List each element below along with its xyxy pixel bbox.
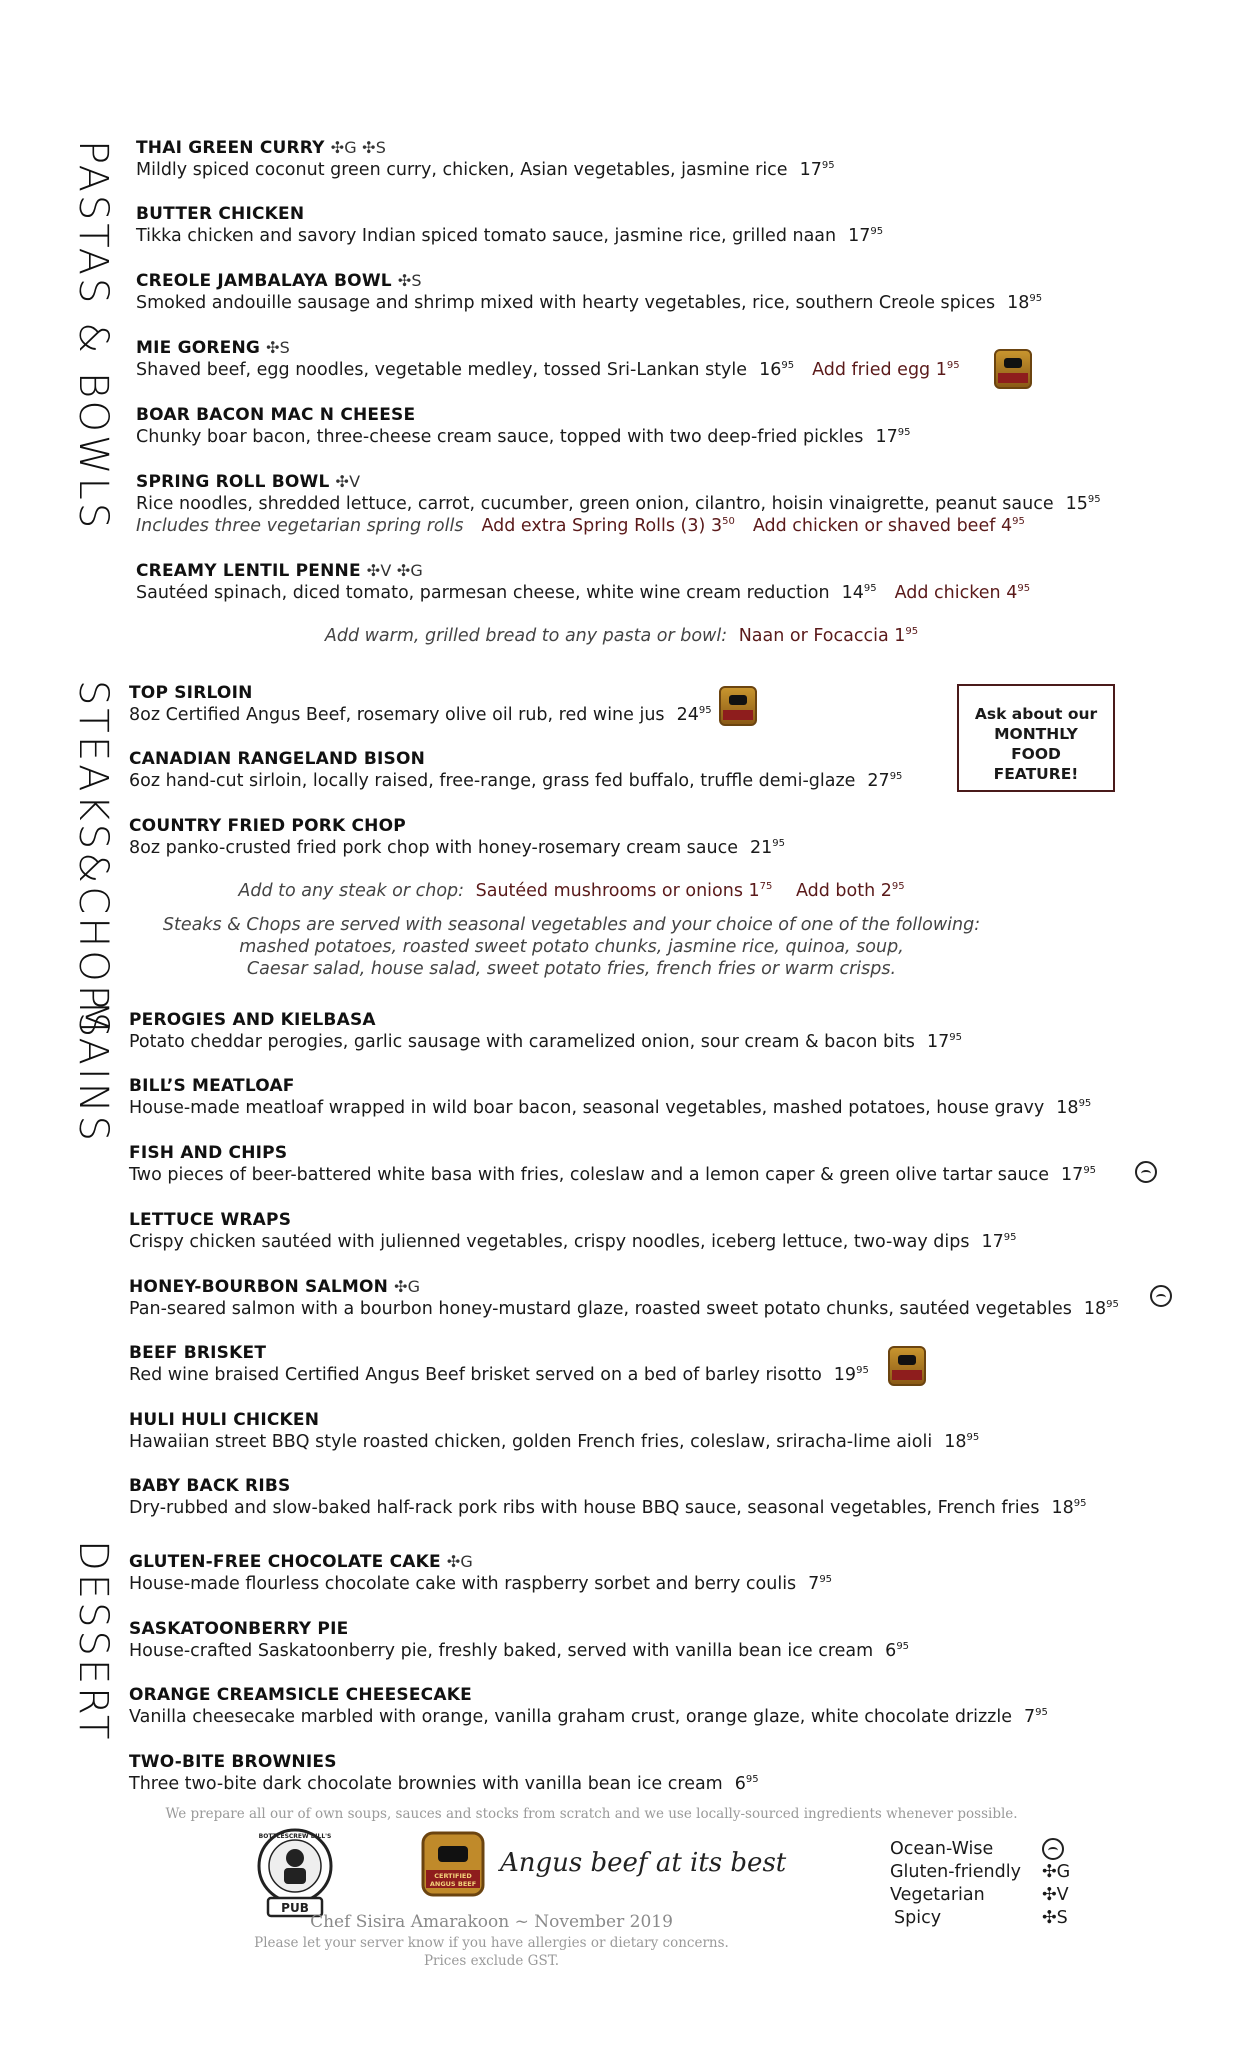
section-label-steaks: STEAKS&CHOPS — [70, 680, 116, 1041]
item-price: $15^{95}$ — [1065, 494, 1101, 514]
ocean-wise-icon — [1042, 1838, 1064, 1860]
item-description: Potato cheddar perogies, garlic sausage with caramelized onion, sour cream & bacon bits — [129, 1032, 915, 1052]
menu-item-huli-huli-chicken — [129, 1409, 979, 1453]
menu-item-meatloaf — [129, 1075, 1091, 1119]
menu-item-creamsicle-cheesecake — [129, 1684, 1048, 1728]
item-price: $16^{95}$ — [759, 360, 795, 380]
item-name: CREOLE JAMBALAYA BOWL — [136, 271, 392, 291]
legend-row: Ocean-Wise — [890, 1838, 1090, 1861]
item-price: $18^{95}$ — [1083, 1299, 1119, 1319]
item-tags: ✣S — [397, 271, 422, 290]
item-price: $7^{95}$ — [808, 1574, 833, 1594]
ocean-wise-icon — [1135, 1161, 1157, 1183]
item-price: $17^{95}$ — [799, 160, 835, 180]
item-tags: ✣V ✣G — [366, 561, 424, 580]
item-name: CREAMY LENTIL PENNE — [136, 561, 361, 581]
item-name: PEROGIES AND KIELBASA — [129, 1010, 376, 1030]
item-price: $17^{95}$ — [848, 226, 884, 246]
item-name: HULI HULI CHICKEN — [129, 1410, 320, 1430]
item-name: LETTUCE WRAPS — [129, 1210, 292, 1230]
item-price: $6^{95}$ — [885, 1641, 910, 1661]
item-price: $18^{95}$ — [1051, 1498, 1087, 1518]
certified-angus-beef-icon — [888, 1346, 926, 1386]
item-price: $21^{95}$ — [750, 838, 786, 858]
item-name: FISH AND CHIPS — [129, 1143, 288, 1163]
menu-item-bison — [129, 748, 902, 792]
item-name: COUNTRY FRIED PORK CHOP — [129, 816, 406, 836]
item-tags: ✣G — [394, 1277, 421, 1296]
allergy-note: Please let your server know if you have allergies or dietary concerns. — [254, 1935, 729, 1951]
item-description: Mildly spiced coconut green curry, chicken, Asian vegetables, jasmine rice — [136, 160, 788, 180]
steak-sides-note: Steaks & Chops are served with seasonal vegetables and your choice of one of the following: mashed potatoes, roasted sweet potato chunks, jasmine rice, quinoa, soup, Caesar salad, house salad, sweet potato fries, french fries or warm crisps. — [162, 915, 981, 979]
item-description: Vanilla cheesecake marbled with orange, vanilla graham crust, orange glaze, white chocolate drizzle — [129, 1707, 1012, 1727]
item-tags: ✣G ✣S — [330, 138, 387, 157]
item-price: $17^{95}$ — [981, 1232, 1017, 1252]
gst-note: Prices exclude GST. — [423, 1953, 560, 1969]
item-name: MIE GORENG — [136, 338, 261, 358]
dietary-legend — [890, 1838, 1090, 1930]
item-description: 8oz Certified Angus Beef, rosemary olive oil rub, red wine jus — [129, 705, 665, 725]
angus-tagline: Angus beef at its best — [500, 1848, 787, 1878]
item-name: SASKATOONBERRY PIE — [129, 1619, 349, 1639]
section-label-dessert: DESSERT — [70, 1540, 116, 1743]
item-description: Rice noodles, shredded lettuce, carrot, cucumber, green onion, cilantro, hoisin vinaigrette, peanut sauce — [136, 494, 1054, 514]
item-price: $19^{95}$ — [833, 1365, 869, 1385]
item-name: BABY BACK RIBS — [129, 1476, 291, 1496]
item-price: $14^{95}$ — [841, 583, 877, 603]
item-description: Two pieces of beer-battered white basa with fries, coleslaw and a lemon caper & green olive tartar sauce — [129, 1165, 1050, 1185]
menu-item-saskatoonberry-pie — [129, 1618, 909, 1662]
legend-row: Spicy ✣S — [894, 1908, 1068, 1928]
menu-item-lettuce-wraps — [129, 1209, 1017, 1253]
add-on-option: Add chicken or shaved beef $4^{95}$ — [752, 516, 1025, 536]
certified-angus-beef-logo — [420, 1830, 486, 1898]
menu-item-butter-chicken — [136, 203, 883, 247]
item-price: $18^{95}$ — [1056, 1098, 1092, 1118]
bread-addon-note: Add warm, grilled bread to any pasta or bowl: Naan or Focaccia $1^{95}$ — [324, 626, 919, 646]
item-price: $17^{95}$ — [1061, 1165, 1097, 1185]
menu-item-boar-bacon-mac — [136, 404, 910, 448]
menu-item-fish-and-chips — [129, 1142, 1096, 1186]
add-on-option: Add fried egg $1^{95}$ — [812, 360, 960, 380]
item-name: SPRING ROLL BOWL — [136, 472, 330, 492]
menu-item-beef-brisket — [129, 1342, 869, 1386]
item-description: Red wine braised Certified Angus Beef brisket served on a bed of barley risotto — [129, 1365, 822, 1385]
menu-item-pork-chop — [129, 815, 785, 859]
item-name: BEEF BRISKET — [129, 1343, 267, 1363]
item-description: Shaved beef, egg noodles, vegetable medley, tossed Sri-Lankan style — [136, 360, 748, 380]
item-description: Hawaiian street BBQ style roasted chicken, golden French fries, coleslaw, sriracha-lime aioli — [129, 1432, 933, 1452]
cab-logo-line-1: CERTIFIED — [434, 1872, 472, 1880]
item-price: $27^{95}$ — [867, 771, 903, 791]
menu-item-chocolate-cake — [129, 1551, 832, 1595]
item-description: 8oz panko-crusted fried pork chop with honey-rosemary cream sauce — [129, 838, 738, 858]
item-description: Smoked andouille sausage and shrimp mixed with hearty vegetables, rice, southern Creole spices — [136, 293, 996, 313]
menu-item-creamy-lentil-penne — [136, 560, 1030, 604]
item-name: BOAR BACON MAC N CHEESE — [136, 405, 416, 425]
item-price: $6^{95}$ — [734, 1774, 759, 1794]
item-name: BUTTER CHICKEN — [136, 204, 305, 224]
item-description: Three two-bite dark chocolate brownies with vanilla bean ice cream — [129, 1774, 723, 1794]
menu-item-baby-back-ribs — [129, 1475, 1086, 1519]
item-description: 6oz hand-cut sirloin, locally raised, free-range, grass fed buffalo, truffle demi-glaze — [129, 771, 856, 791]
item-name: GLUTEN-FREE CHOCOLATE CAKE — [129, 1552, 441, 1572]
item-price: $24^{95}$ — [676, 705, 712, 725]
menu-item-mie-goreng — [136, 337, 960, 381]
item-description: Chunky boar bacon, three-cheese cream sauce, topped with two deep-fried pickles — [136, 427, 864, 447]
item-description: Crispy chicken sautéed with julienned vegetables, crispy noodles, iceberg lettuce, two-way dips — [129, 1232, 970, 1252]
section-label-pastas: PASTAS & BOWLS — [70, 140, 116, 532]
item-name: TOP SIRLOIN — [129, 683, 253, 703]
scratch-note: We prepare all our of own soups, sauces and stocks from scratch and we use locally-sourced ingredients whenever possible. — [165, 1806, 1018, 1822]
cab-logo-line-2: ANGUS BEEF — [429, 1880, 477, 1888]
menu-item-thai-green-curry — [136, 137, 835, 181]
legend-row: Vegetarian ✣V — [890, 1885, 1069, 1905]
item-name: HONEY-BOURBON SALMON — [129, 1277, 389, 1297]
item-description: Tikka chicken and savory Indian spiced tomato sauce, jasmine rice, grilled naan — [136, 226, 837, 246]
item-description: Dry-rubbed and slow-baked half-rack pork ribs with house BBQ sauce, seasonal vegetables, French fries — [129, 1498, 1040, 1518]
add-on-option: Add extra Spring Rolls (3) $3^{50}$ — [481, 516, 735, 536]
pub-logo-name: BOTTLESCREW BILL'S — [258, 1833, 332, 1840]
pub-logo — [252, 1826, 338, 1922]
item-description: Pan-seared salmon with a bourbon honey-mustard glaze, roasted sweet potato chunks, sautéed vegetables — [129, 1299, 1072, 1319]
item-description: Sautéed spinach, diced tomato, parmesan cheese, white wine cream reduction — [136, 583, 830, 603]
item-description: House-crafted Saskatoonberry pie, freshly baked, served with vanilla bean ice cream — [129, 1641, 874, 1661]
item-name: CANADIAN RANGELAND BISON — [129, 749, 426, 769]
item-name: THAI GREEN CURRY — [136, 138, 325, 158]
chef-signature: Chef Sisira Amarakoon ~ November 2019 — [310, 1912, 673, 1932]
item-name: BILL’S MEATLOAF — [129, 1076, 295, 1096]
item-description: House-made flourless chocolate cake with raspberry sorbet and berry coulis — [129, 1574, 797, 1594]
menu-item-top-sirloin — [129, 682, 712, 726]
menu-item-honey-bourbon-salmon — [129, 1276, 1119, 1320]
certified-angus-beef-icon — [994, 349, 1032, 389]
menu-item-brownies — [129, 1751, 759, 1795]
item-price: $17^{95}$ — [875, 427, 911, 447]
item-tags: ✣V — [335, 472, 361, 491]
menu-item-perogies — [129, 1009, 962, 1053]
item-note: Includes three vegetarian spring rolls — [136, 516, 464, 536]
menu-item-creole-jambalaya — [136, 270, 1042, 314]
monthly-feature-box: Ask about our MONTHLY FOOD FEATURE! — [957, 684, 1115, 792]
pub-logo-label: PUB — [281, 1901, 309, 1915]
item-price: $17^{95}$ — [926, 1032, 962, 1052]
section-label-mains: MAINS — [70, 1000, 116, 1144]
steak-addon-note: Add to any steak or chop: Sautéed mushrooms or onions $1^{75}$ Add both $2^{95}$ — [238, 881, 905, 901]
item-tags: ✣G — [446, 1552, 474, 1571]
legend-row: Gluten-friendly ✣G — [890, 1862, 1071, 1882]
item-price: $18^{95}$ — [1007, 293, 1043, 313]
item-price: $18^{95}$ — [944, 1432, 980, 1452]
ocean-wise-icon — [1150, 1285, 1172, 1307]
certified-angus-beef-icon — [719, 686, 757, 726]
item-description: House-made meatloaf wrapped in wild boar bacon, seasonal vegetables, mashed potatoes, house gravy — [129, 1098, 1045, 1118]
add-on-option: Add chicken $4^{95}$ — [894, 583, 1031, 603]
menu-item-spring-roll-bowl — [136, 471, 1101, 537]
item-name: ORANGE CREAMSICLE CHEESECAKE — [129, 1685, 472, 1705]
item-price: $7^{95}$ — [1023, 1707, 1048, 1727]
item-name: TWO-BITE BROWNIES — [129, 1752, 337, 1772]
item-tags: ✣S — [266, 338, 291, 357]
